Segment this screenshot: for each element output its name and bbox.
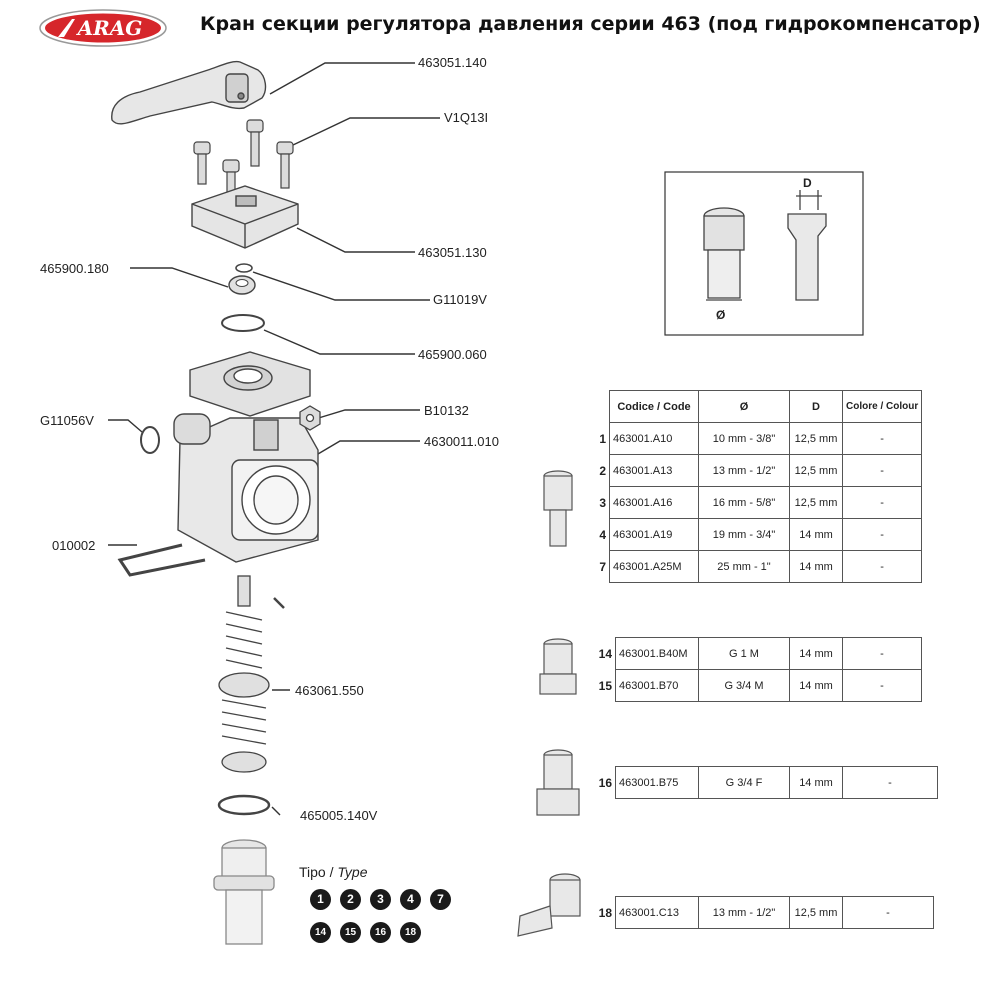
- type-badge-3: 3: [370, 889, 391, 910]
- table-row: 14 463001.B40M G 1 M 14 mm -: [589, 638, 922, 670]
- type-badge-4: 4: [400, 889, 421, 910]
- type-badge-16: 16: [370, 922, 391, 943]
- table-row: 2 463001.A13 13 mm - 1/2" 12,5 mm -: [589, 455, 922, 487]
- inset-box: [665, 172, 863, 335]
- valve-body: [174, 352, 318, 562]
- table-row: 18 463001.C13 13 mm - 1/2" 12,5 mm -: [589, 897, 934, 929]
- spec-table-group1: [589, 390, 922, 583]
- page-title: Кран секции регулятора давления серии 463 (под гидрокомпенсатор): [200, 13, 981, 35]
- label-4630011-010: 4630011.010: [424, 434, 499, 449]
- label-465900-180: 465900.180: [40, 261, 109, 276]
- label-463061-550: 463061.550: [295, 683, 364, 698]
- spring-stem: [219, 576, 284, 772]
- label-463051-130: 463051.130: [418, 245, 487, 260]
- type-badge-7: 7: [430, 889, 451, 910]
- oring-465005-140v: [219, 796, 269, 814]
- inset-diam-label: Ø: [716, 308, 726, 322]
- oring-g11056v: [141, 427, 159, 453]
- cover-plate: [192, 186, 298, 248]
- table-row: 1 463001.A10 10 mm - 3/8" 12,5 mm -: [589, 423, 922, 455]
- header-color: Colore / Colour: [843, 391, 922, 423]
- type-badge-18: 18: [400, 922, 421, 943]
- inset-d-label: D: [803, 176, 812, 190]
- label-g11019v: G11019V: [433, 292, 487, 307]
- oring-465900-060: [222, 315, 264, 331]
- label-010002: 010002: [52, 538, 96, 553]
- type-badge-1: 1: [310, 889, 331, 910]
- table-row: 4 463001.A19 19 mm - 3/4" 14 mm -: [589, 519, 922, 551]
- oring-g11019v: [236, 264, 252, 272]
- spec-table-group3: [589, 766, 938, 799]
- header-code: Codice / Code: [610, 391, 699, 423]
- spec-table-group4: [589, 896, 934, 929]
- fitting-type: [214, 840, 274, 944]
- label-465005-140v: 465005.140V: [300, 808, 378, 823]
- type-badge-14: 14: [310, 922, 331, 943]
- label-465900-060: 465900.060: [418, 347, 487, 362]
- table-row: 3 463001.A16 16 mm - 5/8" 12,5 mm -: [589, 487, 922, 519]
- label-463051-140: 463051.140: [418, 55, 487, 70]
- tipo-label: Tipo / Type: [299, 864, 368, 880]
- brand-text: ARAG: [77, 16, 143, 40]
- header-d: D: [790, 391, 843, 423]
- type-badge-2: 2: [340, 889, 361, 910]
- hex-key: [120, 545, 205, 575]
- table-header-row: [589, 391, 922, 423]
- label-g11056v: G11056V: [40, 413, 94, 428]
- type-badge-15: 15: [340, 922, 361, 943]
- header-diam: Ø: [699, 391, 790, 423]
- table-row: 7 463001.A25M 25 mm - 1" 14 mm -: [589, 551, 922, 583]
- table-row: 15 463001.B70 G 3/4 M 14 mm -: [589, 670, 922, 702]
- label-b10132: B10132: [424, 403, 469, 418]
- thumb-fittings: [518, 471, 580, 936]
- spec-table-group2: [589, 637, 922, 702]
- nut-b10132: [300, 406, 320, 430]
- label-v1q13i: V1Q13I: [444, 110, 489, 125]
- table-row: 16 463001.B75 G 3/4 F 14 mm -: [589, 767, 938, 799]
- lever-handle: [112, 62, 266, 124]
